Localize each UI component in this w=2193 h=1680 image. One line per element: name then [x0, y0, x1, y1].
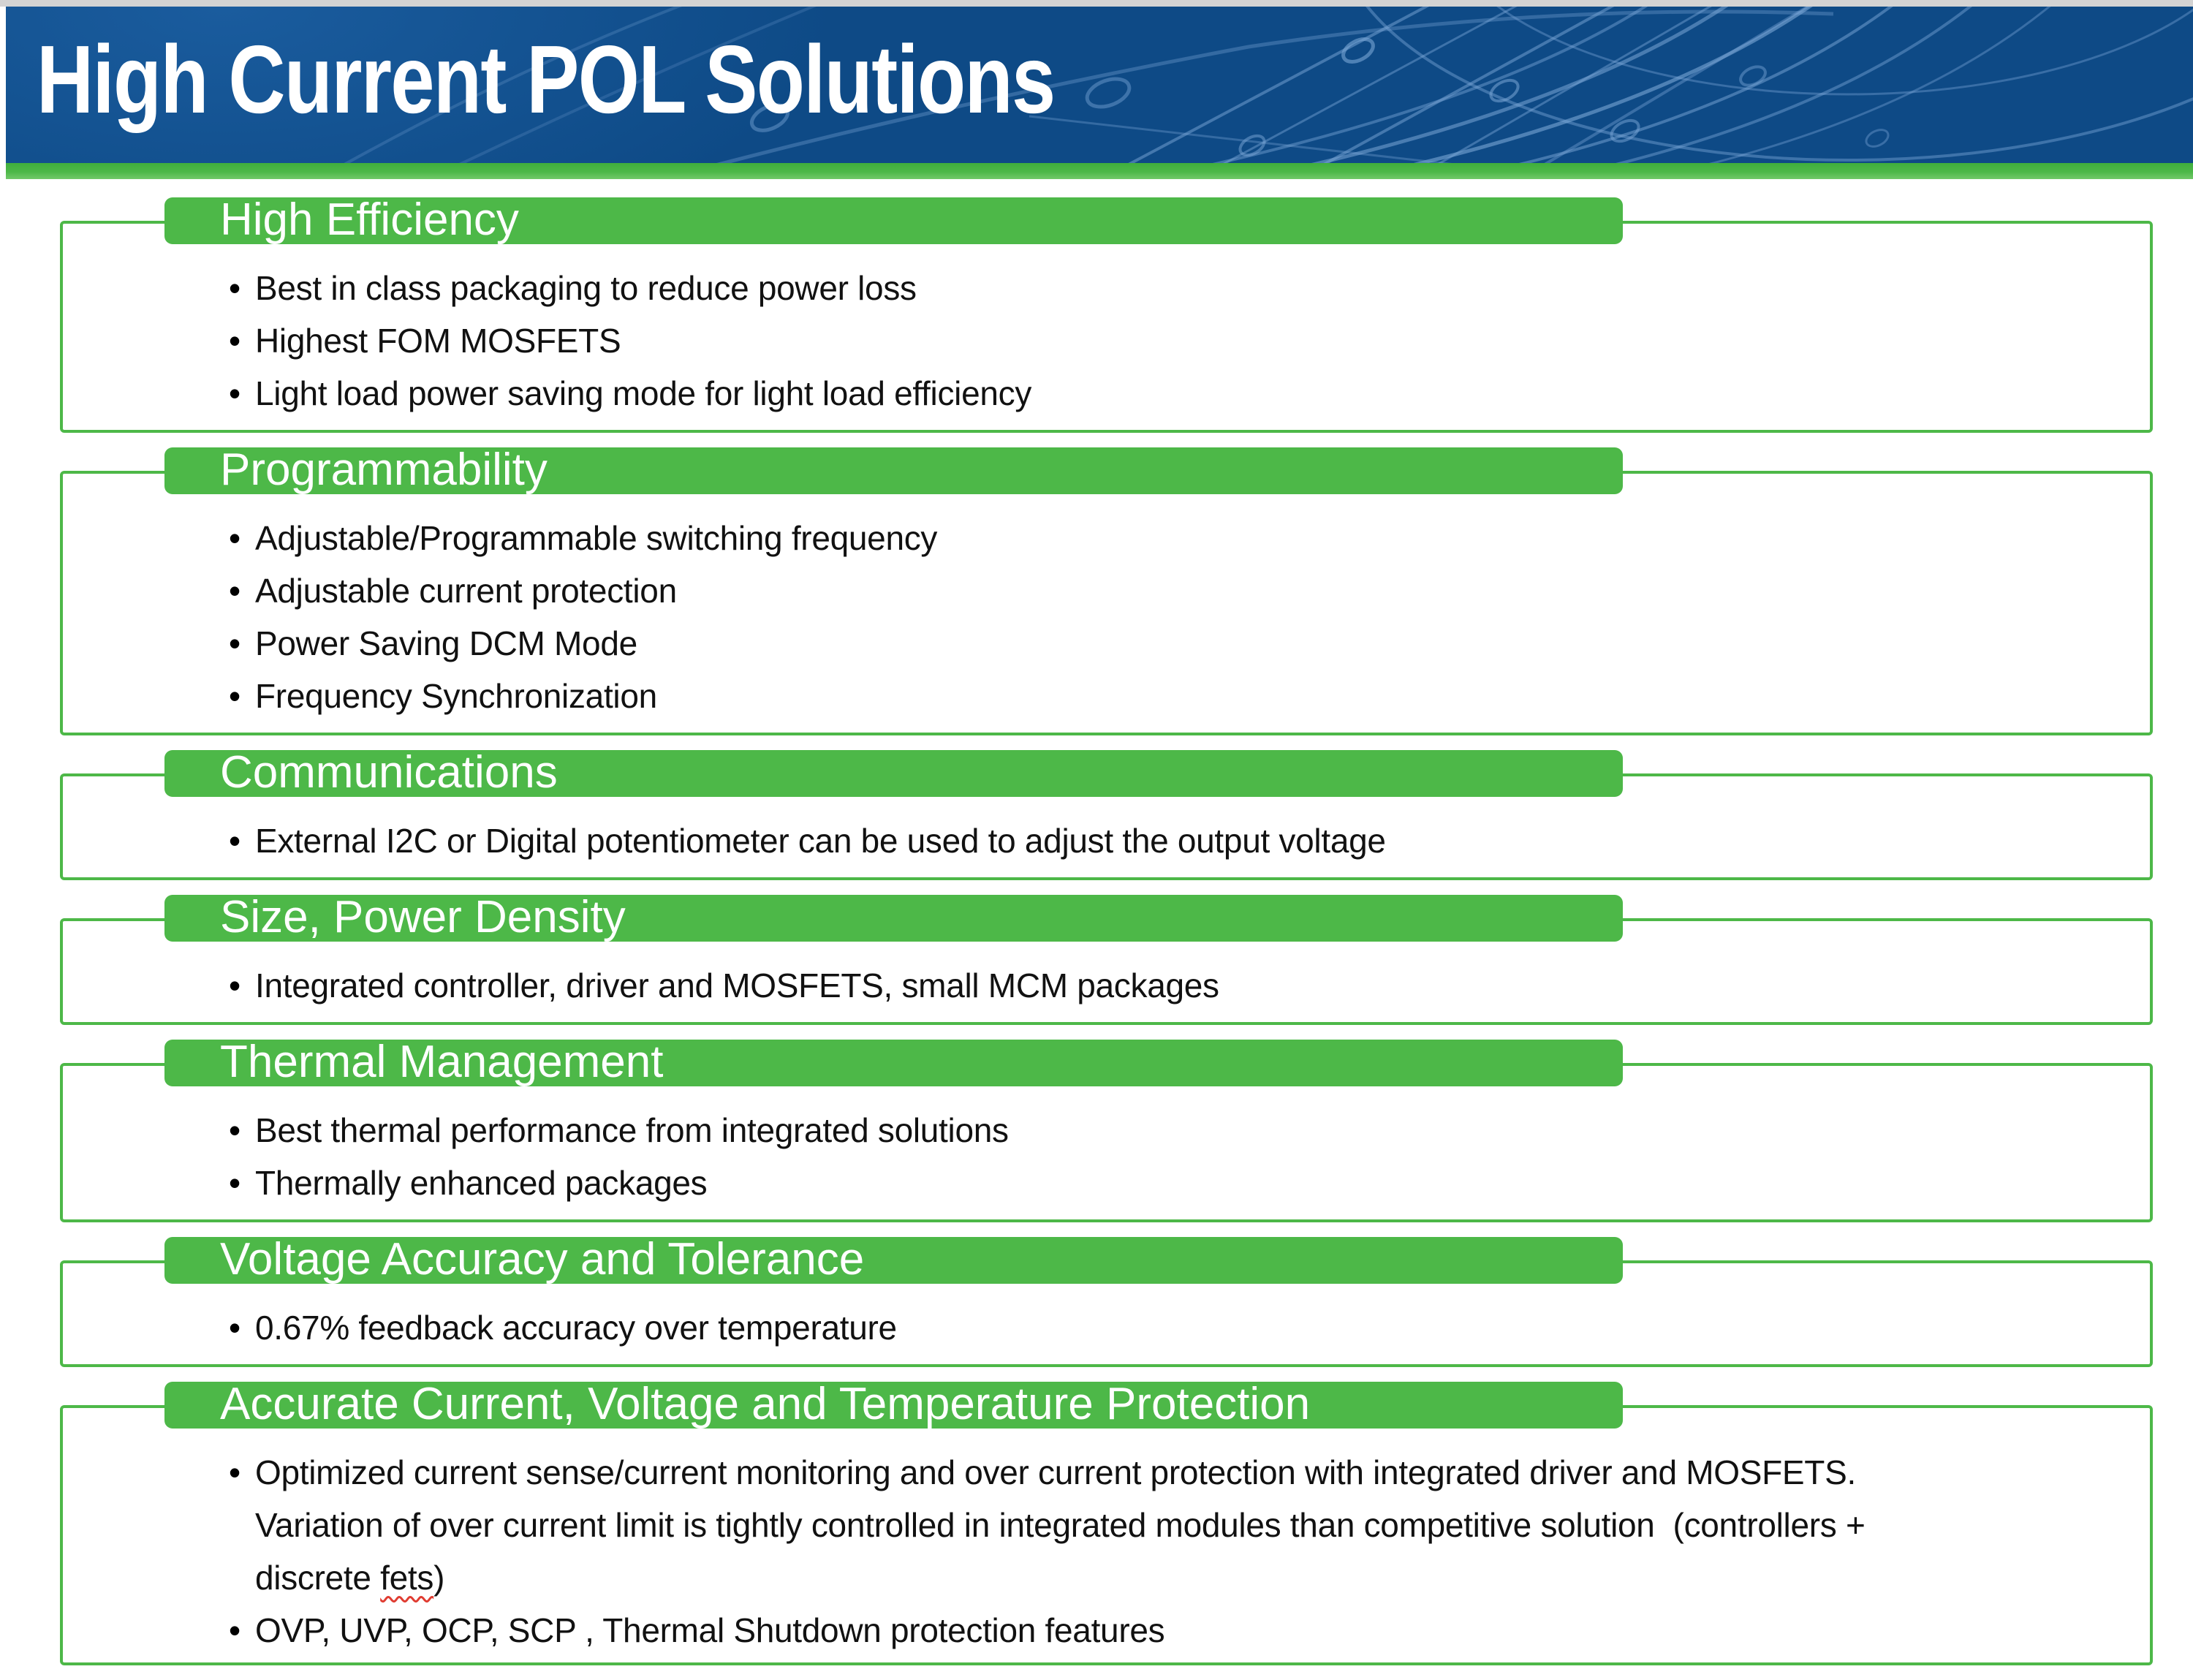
- feature-section: [60, 1037, 2153, 1222]
- bullet-item: [255, 1604, 1900, 1657]
- bullet-item: [255, 512, 1900, 564]
- bullet-text: ): [433, 1559, 445, 1597]
- bullet-item: [255, 670, 1900, 722]
- bullet-item: [255, 959, 1900, 1012]
- content: [60, 194, 2153, 1680]
- section-header-bar: [164, 1234, 1623, 1284]
- section-body: [60, 471, 2153, 735]
- section-title: Voltage Accuracy and Tolerance: [220, 1234, 865, 1284]
- bullet-item: [255, 1104, 1900, 1157]
- bullet-text: Best thermal performance from integrated solutions: [255, 1111, 1009, 1149]
- bullet-item: [255, 617, 1900, 670]
- feature-section: [60, 1234, 2153, 1367]
- bullet-text: Highest FOM MOSFETS: [255, 322, 621, 360]
- bullet-list: [63, 959, 2109, 1012]
- bullet-item: [255, 1446, 1900, 1604]
- bullet-text: 0.67% feedback accuracy over temperature: [255, 1309, 897, 1347]
- bullet-text: Power Saving DCM Mode: [255, 624, 637, 662]
- bullet-list: [63, 262, 2109, 420]
- section-title: Accurate Current, Voltage and Temperature Protection: [220, 1379, 1311, 1429]
- section-title: High Efficiency: [220, 194, 519, 245]
- bullet-list: [63, 814, 2109, 867]
- section-title: Thermal Management: [220, 1037, 664, 1087]
- section-header-bar: [164, 444, 1623, 495]
- section-header-bar: [164, 892, 1623, 942]
- bullet-item: [255, 367, 1900, 420]
- section-title: Communications: [220, 747, 558, 798]
- bullet-item: [255, 564, 1900, 617]
- bullet-item: [255, 814, 1900, 867]
- section-title: Programmability: [220, 444, 548, 495]
- green-accent-stripe: [6, 163, 2193, 179]
- feature-section: [60, 194, 2153, 433]
- section-header-bar: [164, 1037, 1623, 1087]
- section-header-bar: [164, 747, 1623, 798]
- bullet-item: [255, 1157, 1900, 1209]
- section-body: [60, 1405, 2153, 1665]
- window-edge-strip: [0, 0, 2193, 7]
- bullet-text: Adjustable current protection: [255, 572, 677, 610]
- section-body: [60, 221, 2153, 433]
- section-title: Size, Power Density: [220, 892, 626, 942]
- bullet-text: Frequency Synchronization: [255, 677, 657, 715]
- bullet-list: [63, 1301, 2109, 1354]
- title-bar: [6, 7, 2193, 163]
- bullet-list: [63, 1446, 2109, 1657]
- feature-section: [60, 1379, 2153, 1665]
- bullet-item: [255, 262, 1900, 314]
- misspelled-word: fets: [380, 1559, 434, 1597]
- feature-section: [60, 747, 2153, 880]
- bullet-text: Adjustable/Programmable switching frequency: [255, 519, 938, 557]
- bullet-text: Best in class packaging to reduce power loss: [255, 269, 917, 307]
- slide-title: High Current POL Solutions: [37, 26, 1055, 133]
- section-header-bar: [164, 194, 1623, 245]
- bullet-text: Integrated controller, driver and MOSFETS, small MCM packages: [255, 966, 1219, 1004]
- bullet-text: Light load power saving mode for light load efficiency: [255, 374, 1032, 412]
- bullet-list: [63, 512, 2109, 722]
- bullet-item: [255, 314, 1900, 367]
- bullet-text: Optimized current sense/current monitoring and over current protection with integrated driver and MOSFETS. Variation of over current limit is tightly controlled in integrated modules than competitive solution (controllers + discrete: [255, 1453, 1874, 1597]
- feature-section: [60, 444, 2153, 735]
- bullet-text: External I2C or Digital potentiometer can be used to adjust the output voltage: [255, 822, 1386, 860]
- bullet-item: [255, 1301, 1900, 1354]
- bullet-text: Thermally enhanced packages: [255, 1164, 708, 1202]
- bullet-text: OVP, UVP, OCP, SCP , Thermal Shutdown protection features: [255, 1611, 1165, 1649]
- feature-section: [60, 892, 2153, 1025]
- bullet-list: [63, 1104, 2109, 1209]
- section-header-bar: [164, 1379, 1623, 1429]
